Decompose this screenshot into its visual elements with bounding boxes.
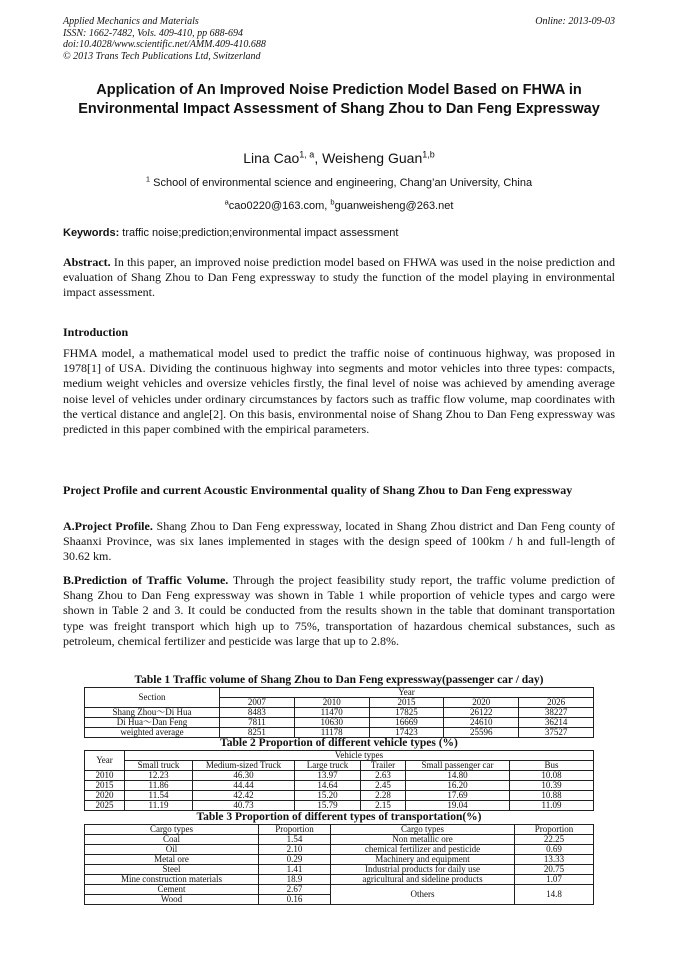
table2-cell: 40.73 bbox=[193, 801, 295, 811]
table1-cell: 38227 bbox=[519, 708, 594, 718]
table3-cell: 22.25 bbox=[515, 835, 594, 845]
table2-cell: 10.88 bbox=[510, 791, 594, 801]
table2-cell: 46.30 bbox=[193, 771, 295, 781]
page-header bbox=[63, 16, 615, 62]
table3-cell: 0.16 bbox=[259, 895, 331, 905]
author-sup: 1,b bbox=[422, 149, 435, 160]
author-sup: 1, a bbox=[299, 149, 315, 160]
table-row bbox=[85, 791, 594, 801]
email: guanweisheng@263.net bbox=[334, 200, 454, 212]
table2-cell: 19.04 bbox=[406, 801, 510, 811]
authors bbox=[0, 150, 678, 166]
table3-cell: Metal ore bbox=[85, 855, 259, 865]
table-row bbox=[85, 885, 594, 895]
table2-cell: 2.45 bbox=[361, 781, 406, 791]
table3-cell: 18.9 bbox=[259, 875, 331, 885]
table2-type: Large truck bbox=[295, 761, 361, 771]
table2-cell: 11.09 bbox=[510, 801, 594, 811]
table-row bbox=[85, 875, 594, 885]
table3-proportion-header: Proportion bbox=[515, 825, 594, 835]
table-row bbox=[85, 801, 594, 811]
abstract-label: Abstract. bbox=[63, 255, 111, 269]
table2-cell: 15.20 bbox=[295, 791, 361, 801]
table-row bbox=[85, 845, 594, 855]
table1-cell: 8251 bbox=[220, 728, 295, 738]
table2-type: Small passenger car bbox=[406, 761, 510, 771]
copyright: © 2013 Trans Tech Publications Ltd, Switzerland bbox=[63, 50, 261, 62]
table1-cell: 17423 bbox=[369, 728, 444, 738]
table1-cell: Di Hua～Dan Feng bbox=[85, 718, 220, 728]
table1-year: 2010 bbox=[294, 698, 369, 708]
affiliation bbox=[0, 174, 678, 189]
table1-cell: 24610 bbox=[444, 718, 519, 728]
table2-cell: 2.63 bbox=[361, 771, 406, 781]
table2-cell: 2.28 bbox=[361, 791, 406, 801]
traffic-volume-text: Through the project feasibility study report, the traffic volume prediction of Shang Zhou to Dan Feng expressway was shown in Table 1 while proportion of vehicle types and cargo were shown in Table 2 and 3. It could be conducted from the results shown in the table that dominant transportation type was freight transport which high up to 75%, transportation of hazardous chemical substances, such as petroleum, chemical fertilizer and pesticide was large that up to 2.8%. bbox=[63, 573, 616, 648]
table2-cell: 2015 bbox=[85, 781, 125, 791]
table2-cell: 10.08 bbox=[510, 771, 594, 781]
table2-cell: 14.64 bbox=[295, 781, 361, 791]
affiliation-sup: 1 bbox=[145, 174, 151, 184]
table3-cell: 0.29 bbox=[259, 855, 331, 865]
table2-cell: 11.19 bbox=[125, 801, 193, 811]
table1-section-header: Section bbox=[85, 688, 220, 708]
table3-proportion-header: Proportion bbox=[259, 825, 331, 835]
table-row bbox=[85, 718, 594, 728]
table1 bbox=[84, 687, 594, 738]
project-profile-text: Shang Zhou to Dan Feng expressway, located in Shang Zhou district and Dan Feng county of Shaanxi Province, was six lanes implemented in stages with the design speed of 100km / h and full-length of 30.62 km. bbox=[63, 519, 615, 564]
table-row bbox=[85, 708, 594, 718]
table2-type: Medium-sized Truck bbox=[193, 761, 295, 771]
table2 bbox=[84, 750, 594, 811]
table2-cell: 16.20 bbox=[406, 781, 510, 791]
table3-cell: 20.75 bbox=[515, 865, 594, 875]
issn: ISSN: 1662-7482, Vols. 409-410, pp 688-694 bbox=[63, 27, 243, 39]
table2-cell: 11.54 bbox=[125, 791, 193, 801]
table1-cell: 11178 bbox=[294, 728, 369, 738]
table-row bbox=[85, 728, 594, 738]
table3-cell: Industrial products for daily use bbox=[331, 865, 515, 875]
table2-cell: 14.80 bbox=[406, 771, 510, 781]
table1-cell: 25596 bbox=[444, 728, 519, 738]
table3-cell: Mine construction materials bbox=[85, 875, 259, 885]
table-row bbox=[85, 855, 594, 865]
table1-cell: 10630 bbox=[294, 718, 369, 728]
table3-cell: Coal bbox=[85, 835, 259, 845]
affiliation-text: School of environmental science and engineering, Chang’an University, China bbox=[150, 177, 533, 189]
table2-cell: 44.44 bbox=[193, 781, 295, 791]
table1-year: 2020 bbox=[444, 698, 519, 708]
keywords-text: traffic noise;prediction;environmental impact assessment bbox=[119, 227, 399, 239]
table3-others-value: 14.8 bbox=[515, 885, 594, 905]
table-row bbox=[85, 781, 594, 791]
table2-cell: 13.97 bbox=[295, 771, 361, 781]
intro-text: FHMA model, a mathematical model used to predict the traffic noise of continuous highway, was proposed in 1978[1] of USA. Dividing the continuous highway into segments and motor vehicles into three types: compacts, medium weight vehicles and oversize vehicles firstly, the final level of noise was achieved by amending average noise level of vehicles under ordinary circumstances by factors such as traffic flow volume, map coordinates with the vertical distance and angle[2]. On this basis, environmental noise of Shang Zhou to Dan Feng expressway was predicted in this paper combined with the empirical parameters. bbox=[63, 346, 615, 437]
table3-cargo-header: Cargo types bbox=[331, 825, 515, 835]
table2-cell: 17.69 bbox=[406, 791, 510, 801]
email: cao0220@163.com, bbox=[228, 200, 331, 212]
table3-caption: Table 3 Proportion of different types of transportation(%) bbox=[196, 811, 482, 823]
project-profile bbox=[63, 519, 615, 565]
email-sup: b bbox=[330, 197, 335, 207]
table2-cell: 11.86 bbox=[125, 781, 193, 791]
abstract bbox=[63, 255, 615, 301]
table1-cell: 36214 bbox=[519, 718, 594, 728]
author-name: Lina Cao bbox=[243, 150, 300, 166]
table1-cell: 8483 bbox=[220, 708, 295, 718]
table1-year: 2026 bbox=[519, 698, 594, 708]
table2-type: Bus bbox=[510, 761, 594, 771]
table3-cell: Cement bbox=[85, 885, 259, 895]
table3-cell: Wood bbox=[85, 895, 259, 905]
table2-cell: 2020 bbox=[85, 791, 125, 801]
traffic-volume-label: B.Prediction of Traffic Volume. bbox=[63, 573, 229, 587]
author-name: Weisheng Guan bbox=[322, 150, 423, 166]
table1-cell: 11470 bbox=[294, 708, 369, 718]
table1-cell: 17825 bbox=[369, 708, 444, 718]
table3-cell: 2.10 bbox=[259, 845, 331, 855]
section-heading: Project Profile and current Acoustic Environmental quality of Shang Zhou to Dan Feng expressway bbox=[63, 483, 573, 497]
project-profile-label: A.Project Profile. bbox=[63, 519, 153, 533]
table3-cell: chemical fertilizer and pesticide bbox=[331, 845, 515, 855]
table2-vehicle-types-header: Vehicle types bbox=[125, 751, 594, 761]
table3-cell: Non metallic ore bbox=[331, 835, 515, 845]
table-row bbox=[85, 865, 594, 875]
table1-year: 2015 bbox=[369, 698, 444, 708]
table2-type: Trailer bbox=[361, 761, 406, 771]
table1-cell: weighted average bbox=[85, 728, 220, 738]
paper-title: Application of An Improved Noise Prediction Model Based on FHWA in Environmental Impact Assessment of Shang Zhou to Dan Feng Expressway bbox=[78, 82, 600, 117]
table1-cell: Shang Zhou～Di Hua bbox=[85, 708, 220, 718]
table3-cell: Steel bbox=[85, 865, 259, 875]
table3-cell: 1.41 bbox=[259, 865, 331, 875]
author-separator: , bbox=[314, 150, 323, 166]
traffic-volume-paragraph bbox=[63, 573, 615, 649]
table-row bbox=[85, 835, 594, 845]
table2-cell: 2.15 bbox=[361, 801, 406, 811]
online-date: Online: 2013-09-03 bbox=[535, 16, 615, 27]
intro-heading: Introduction bbox=[63, 325, 129, 339]
table3-cell: agricultural and sideline products bbox=[331, 875, 515, 885]
table1-year-header: Year bbox=[220, 688, 594, 698]
table2-caption: Table 2 Proportion of different vehicle types (%) bbox=[220, 737, 458, 749]
table3-cell: 1.07 bbox=[515, 875, 594, 885]
table1-cell: 37527 bbox=[519, 728, 594, 738]
table1-cell: 26122 bbox=[444, 708, 519, 718]
table2-cell: 2010 bbox=[85, 771, 125, 781]
table2-cell: 15.79 bbox=[295, 801, 361, 811]
table3-cell: Machinery and equipment bbox=[331, 855, 515, 865]
table3-cargo-header: Cargo types bbox=[85, 825, 259, 835]
table3-others-label: Others bbox=[331, 885, 515, 905]
table2-year-header: Year bbox=[85, 751, 125, 771]
table3 bbox=[84, 824, 594, 905]
email-sup: a bbox=[224, 197, 229, 207]
keywords bbox=[63, 227, 615, 239]
table2-cell: 10.39 bbox=[510, 781, 594, 791]
table1-caption: Table 1 Traffic volume of Shang Zhou to Dan Feng expressway(passenger car / day) bbox=[134, 674, 544, 686]
table3-cell: Oil bbox=[85, 845, 259, 855]
table-row bbox=[85, 771, 594, 781]
emails bbox=[0, 197, 678, 212]
table2-cell: 42.42 bbox=[193, 791, 295, 801]
doi: doi:10.4028/www.scientific.net/AMM.409-410.688 bbox=[63, 39, 266, 50]
table1-cell: 16669 bbox=[369, 718, 444, 728]
table2-cell: 12.23 bbox=[125, 771, 193, 781]
abstract-text: In this paper, an improved noise prediction model based on FHWA was used in the noise prediction and evaluation of Shang Zhou to Dan Feng expressway to study the function of the model playing in environmental impact assessment. bbox=[63, 255, 615, 300]
table3-cell: 2.67 bbox=[259, 885, 331, 895]
table3-cell: 13.33 bbox=[515, 855, 594, 865]
table1-year: 2007 bbox=[220, 698, 295, 708]
table2-type: Small truck bbox=[125, 761, 193, 771]
journal-name: Applied Mechanics and Materials bbox=[63, 16, 199, 27]
keywords-label: Keywords: bbox=[63, 227, 120, 239]
table2-cell: 2025 bbox=[85, 801, 125, 811]
table1-cell: 7811 bbox=[220, 718, 295, 728]
table3-cell: 1.54 bbox=[259, 835, 331, 845]
table3-cell: 0.69 bbox=[515, 845, 594, 855]
